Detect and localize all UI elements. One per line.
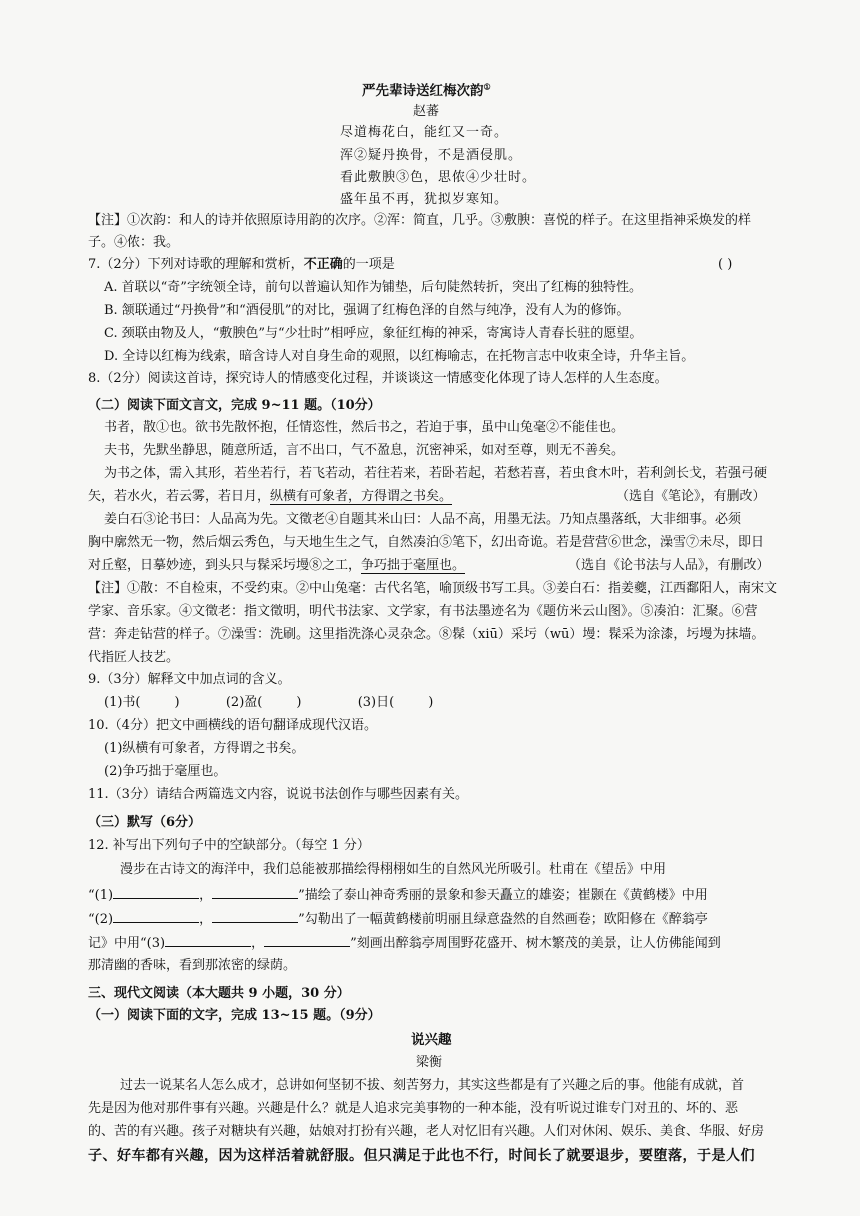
section-heading: （二）阅读下面文言文，完成 9~11 题。（10分） — [88, 398, 381, 413]
poem-note: 【注】①次韵：和人的诗并依照原诗用韵的次序。②浑：简直，几乎。③敷腴：喜悦的样子。在这里指神采焕发的样 — [88, 213, 752, 228]
classical-note: 【注】①散：不自检束，不受约束。②中山兔毫：古代名笔，喻顶级书写工具。③姜白石：指姜夔，江西鄱阳人，南宋文 — [88, 581, 778, 596]
classical-paragraph: 为书之体，需入其形，若坐若行，若飞若动，若往若来，若卧若起，若愁若喜，若虫食木叶，若利剑长戈，若强弓硬 — [104, 466, 768, 481]
classical-note: 学家、音乐家。④文徵老：指文徵明，明代书法家、文学家，有书法墨迹名为《题仿米云山图》。⑤凑泊：汇聚。⑥营 — [88, 604, 758, 619]
question-9-items: (1)书( ) (2)盈( ) (3)日( ) — [104, 695, 434, 710]
poem-line: 尽道梅花白，能红又一奇。 — [340, 125, 509, 140]
poem-title: 严先辈诗送红梅次韵① — [362, 81, 491, 99]
classical-paragraph: 胸中廓然无一物，然后烟云秀色，与天地生生之气，自然凑泊⑤笔下，幻出奇诡。若是营营⑥世念，澡雪⑦未尽，即日 — [88, 535, 765, 550]
fill-paragraph: 漫步在古诗文的海洋中，我们总能被那描绘得栩栩如生的自然风光所吸引。杜甫在《望岳》中用 — [120, 862, 667, 877]
source-citation: （选自《笔论》，有删改） — [616, 489, 766, 504]
fill-blank[interactable] — [212, 910, 298, 923]
source-citation: （选自《论书法与人品》，有删改） — [568, 558, 770, 573]
classical-paragraph: 夫书，先默坐静思，随意所适，言不出口，气不盈息，沉密神采，如对至尊，则无不善矣。 — [104, 443, 625, 458]
underlined-sentence: 争巧拙于毫厘也。 — [361, 558, 466, 573]
classical-paragraph: 姜白石③论书曰：人品高为先。文徵老④自题其米山曰：人品不高，用墨无法。乃知点墨落纸，大非细事。必须 — [104, 512, 742, 527]
poem-line: 看此敷腴③色，思侬④少壮时。 — [340, 170, 537, 185]
option-a: A. 首联以“奇”字统领全诗，前句以普遍认知作为铺垫，后句陡然转折，突出了红梅的独特性。 — [104, 280, 642, 295]
question-10-stem: 10.（4分）把文中画横线的语句翻译成现代汉语。 — [88, 718, 377, 733]
question-12: 12. 补写出下列句子中的空缺部分。（每空 1 分） — [88, 838, 370, 853]
fill-blank[interactable] — [264, 934, 350, 947]
option-d: D. 全诗以红梅为线索，暗含诗人对自身生命的观照，以红梅喻志，在托物言志中收束全诗，升华主旨。 — [104, 349, 695, 364]
option-b: B. 颔联通过“丹换骨”和“酒侵肌”的对比，强调了红梅色泽的自然与纯净，没有人为的修饰。 — [104, 303, 630, 318]
option-c: C. 颈联由物及人，“敷腴色”与“少壮时”相呼应，象征红梅的神采，寄寓诗人青春长驻的愿望。 — [104, 326, 643, 341]
essay-paragraph: 先是因为他对那件事有兴趣。兴趣是什么？就是人追求完美事物的一种本能，没有听说过谁专门对丑的、坏的、恶 — [88, 1101, 739, 1116]
essay-paragraph: 子、好车都有兴趣，因为这样活着就舒服。但只满足于此也不行，时间长了就要退步，要堕落，于是人们 — [88, 1148, 755, 1164]
question-7-stem: 7.（2分）下列对诗歌的理解和赏析，不正确的一项是 — [88, 257, 395, 272]
fill-blank[interactable] — [113, 910, 199, 923]
essay-paragraph: 的、苦的有兴趣。孩子对糖块有兴趣，姑娘对打扮有兴趣，老人对忆旧有兴趣。人们对休闲、娱乐、美食、华服、好房 — [88, 1124, 765, 1139]
question-8: 8.（2分）阅读这首诗，探究诗人的情感变化过程，并谈谈这一情感变化体现了诗人怎样的人生态度。 — [88, 371, 668, 386]
fill-line: 记》中用“(3) ， ”刻画出醉翁亭周围野花盛开、树木繁茂的美景，让人仿佛能闻到 — [88, 936, 721, 951]
answer-bracket[interactable]: ( ) — [718, 257, 733, 272]
essay-title: 说兴趣 — [411, 1032, 452, 1048]
question-9-stem: 9.（3分）解释文中加点词的含义。 — [88, 672, 291, 687]
question-10-item: (2)争巧拙于毫厘也。 — [104, 764, 227, 779]
poem-line: 浑②疑丹换骨，不是酒侵肌。 — [340, 148, 523, 163]
poem-author: 赵蕃 — [413, 104, 440, 119]
question-10-item: (1)纵横有可象者，方得谓之书矣。 — [104, 741, 305, 756]
fill-line: 那清幽的香味，看到那浓密的绿荫。 — [88, 958, 297, 973]
classical-paragraph: 矢，若水火，若云雾，若日月，纵横有可象者，方得谓之书矣。 — [88, 489, 453, 504]
classical-paragraph: 对丘壑，日摹妙迹，到头只与髹采圬墁⑧之工，争巧拙于毫厘也。 — [88, 558, 466, 573]
classical-note: 营：奔走钻营的样子。⑦澡雪：洗刷。这里指洗涤心灵杂念。⑧髹（xiū）采圬（wū）墁：髹采为涂漆，圬墁为抹墙。 — [88, 627, 765, 642]
question-11: 11.（3分）请结合两篇选文内容，说说书法创作与哪些因素有关。 — [88, 787, 468, 802]
fill-line: “(1) ， ”描绘了泰山神奇秀丽的景象和参天矗立的雄姿；崔颢在《黄鹤楼》中用 — [88, 888, 708, 903]
underlined-sentence: 纵横有可象者，方得谓之书矣。 — [270, 489, 453, 504]
fill-blank[interactable] — [165, 934, 251, 947]
poem-note: 子。④侬：我。 — [88, 235, 180, 250]
sub-heading: （一）阅读下面的文字，完成 13~15 题。（9分） — [88, 1008, 381, 1023]
section-heading: （三）默写（6分） — [88, 815, 202, 830]
fill-blank[interactable] — [113, 886, 199, 899]
fill-line: “(2) ， ”勾勒出了一幅黄鹤楼前明丽且绿意盎然的自然画卷；欧阳修在《醉翁亭 — [88, 912, 708, 927]
classical-note: 代指匠人技艺。 — [88, 650, 180, 665]
part-heading: 三、现代文阅读（本大题共 9 小题，30 分） — [88, 986, 350, 1001]
essay-author: 梁衡 — [416, 1055, 443, 1070]
essay-paragraph: 过去一说某名人怎么成才，总讲如何坚韧不拔、刻苦努力，其实这些都是有了兴趣之后的事。他能有成就，首 — [120, 1078, 745, 1093]
poem-line: 盛年虽不再，犹拟岁寒知。 — [340, 192, 509, 207]
classical-paragraph: 书者，散①也。欲书先散怀抱，任情恣性，然后书之，若迫于事，虽中山兔毫②不能佳也。 — [104, 420, 625, 435]
fill-blank[interactable] — [212, 886, 298, 899]
